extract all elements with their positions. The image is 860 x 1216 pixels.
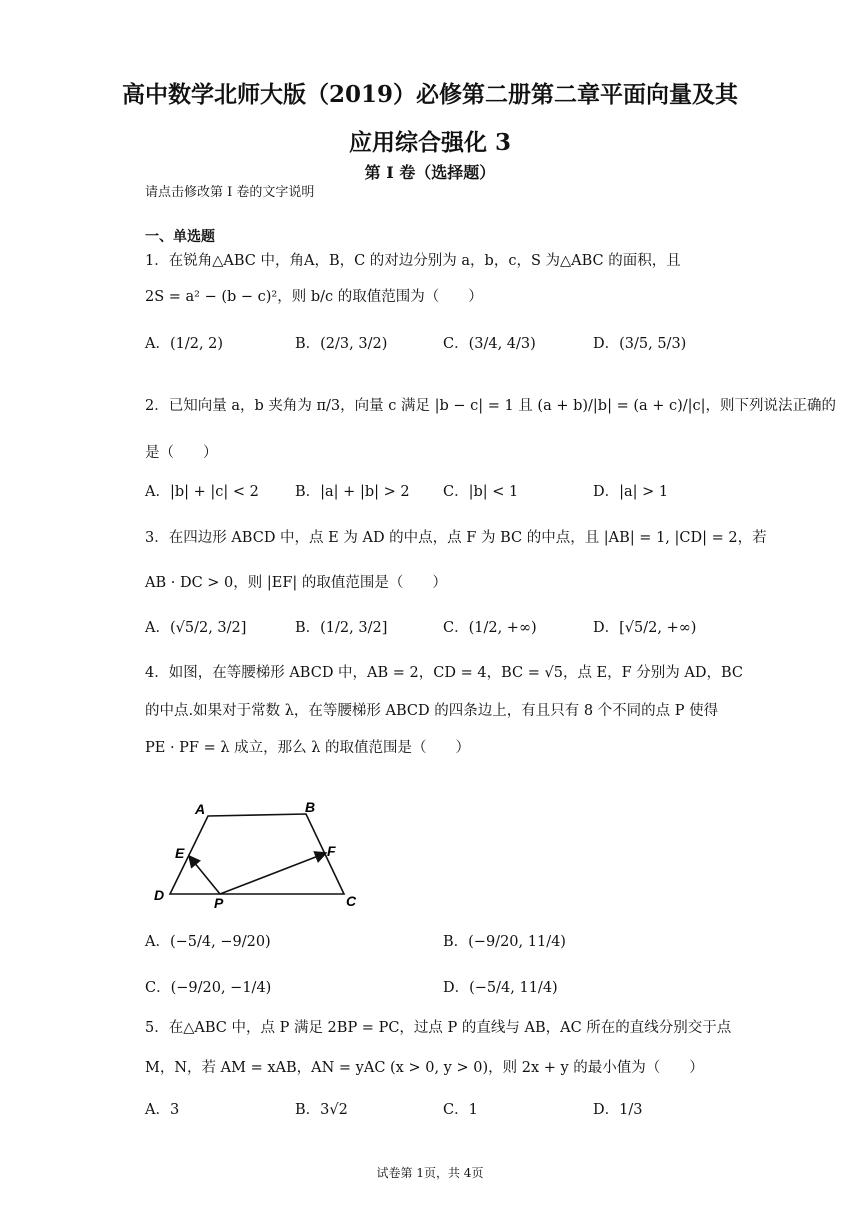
q5-option-c: C．1 xyxy=(443,1102,478,1118)
q2-option-b: B．|a| + |b| > 2 xyxy=(295,484,410,500)
q2-line1: 2．已知向量 a，b 夹角为 π/3，向量 c 满足 |b − c| = 1 且 (a + b)/|b| = (a + c)/|c|，则下列说法正确的 xyxy=(145,398,837,414)
q4-line3: PE · PF = λ 成立，那么 λ 的取值范围是（ ） xyxy=(145,740,471,756)
volume-note: 请点击修改第 I 卷的文字说明 xyxy=(145,185,315,200)
q2-option-c: C．|b| < 1 xyxy=(443,484,519,500)
page-title-line1: 高中数学北师大版（2019）必修第二册第二章平面向量及其 xyxy=(121,81,738,108)
page-footer: 试卷第 1页，共 4页 xyxy=(376,1166,484,1180)
label-e: E xyxy=(175,845,185,861)
q4-option-b: B．(−9/20, 11/4) xyxy=(443,934,566,950)
q1-line1: 1．在锐角△ABC 中，角A，B，C 的对边分别为 a，b，c，S 为△ABC 的面积，且 xyxy=(145,253,681,269)
q4-line2: 的中点.如果对于常数 λ，在等腰梯形 ABCD 的四条边上，有且只有 8 个不同的点 P 使得 xyxy=(145,703,719,719)
q3-option-c: C．(1/2, +∞) xyxy=(443,620,537,636)
q3-option-a: A．(√5/2, 3/2] xyxy=(145,620,247,636)
q1-option-c: C．(3/4, 4/3) xyxy=(443,336,536,352)
q5-line1: 5．在△ABC 中，点 P 满足 2BP = PC，过点 P 的直线与 AB，AC 所在的直线分别交于点 xyxy=(145,1020,732,1036)
q1-option-d: D．(3/5, 5/3) xyxy=(593,336,687,352)
q2-option-a: A．|b| + |c| < 2 xyxy=(145,484,259,500)
vector-pf xyxy=(220,853,326,894)
q2-line2: 是（ ） xyxy=(145,445,218,461)
label-d: D xyxy=(154,887,165,903)
section-title: 一、单选题 xyxy=(145,229,215,245)
q5-option-a: A．3 xyxy=(145,1102,180,1118)
q4-option-d: D．(−5/4, 11/4) xyxy=(443,980,558,996)
q4-option-a: A．(−5/4, −9/20) xyxy=(145,934,271,950)
q5-line2: M，N，若 AM = xAB，AN = yAC (x > 0, y > 0)，则 2x + y 的最小值为（ ） xyxy=(145,1060,704,1076)
volume-title: 第 I 卷（选择题） xyxy=(364,163,496,182)
q4-line1: 4．如图，在等腰梯形 ABCD 中，AB = 2，CD = 4，BC = √5，点 E，F 分别为 AD，BC xyxy=(145,665,744,681)
q2-option-d: D．|a| > 1 xyxy=(593,484,669,500)
q1-option-b: B．(2/3, 3/2) xyxy=(295,336,388,352)
label-b: B xyxy=(305,799,316,815)
trapezoid-figure xyxy=(150,798,365,910)
vector-pe xyxy=(189,856,220,894)
label-a: A xyxy=(195,801,206,817)
label-c: C xyxy=(346,893,357,909)
label-p: P xyxy=(214,895,224,910)
q5-option-b: B．3√2 xyxy=(295,1102,348,1118)
q1-option-a: A．(1/2, 2) xyxy=(145,336,224,352)
trapezoid-outline xyxy=(170,814,344,894)
q3-option-d: D．[√5/2, +∞) xyxy=(593,620,697,636)
q3-line1: 3．在四边形 ABCD 中，点 E 为 AD 的中点，点 F 为 BC 的中点，且 |AB| = 1, |CD| = 2，若 xyxy=(145,530,767,546)
page-title-line2: 应用综合强化 3 xyxy=(348,129,511,156)
q5-option-d: D．1/3 xyxy=(593,1102,643,1118)
q3-option-b: B．(1/2, 3/2] xyxy=(295,620,388,636)
q4-option-c: C．(−9/20, −1/4) xyxy=(145,980,272,996)
q3-line2: AB · DC > 0，则 |EF| 的取值范围是（ ） xyxy=(145,575,447,591)
q1-line2: 2S = a² − (b − c)²，则 b/c 的取值范围为（ ） xyxy=(145,289,483,305)
label-f: F xyxy=(327,843,336,859)
